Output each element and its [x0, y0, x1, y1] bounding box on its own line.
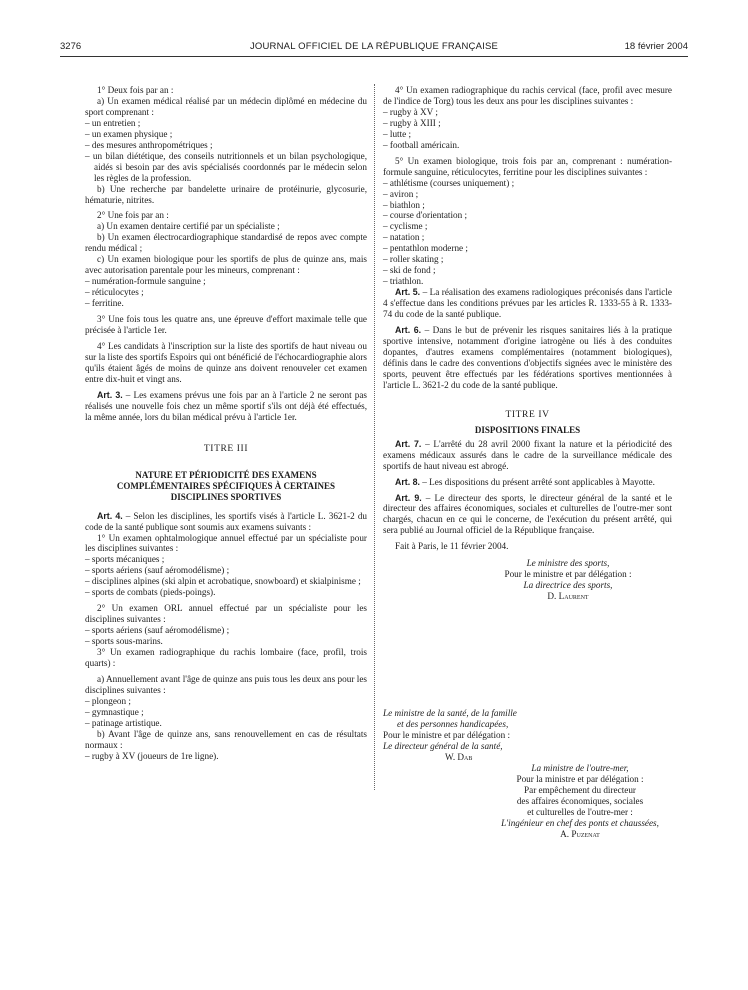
paragraph: b) Une recherche par bandelette urinaire de protéinurie, glycosurie, hématurie, nitrites.: [85, 183, 367, 205]
list-item: – plongeon ;: [85, 695, 131, 706]
article-label: Art. 8.: [395, 476, 420, 487]
paragraph: 5° Un examen biologique, trois fois par an, comprenant : numération-formule sanguine, réticulocytes, ferritine pour les disciplines suivantes :: [383, 155, 672, 177]
paragraph: b) Un examen électrocardiographique standardisé de repos avec compte rendu médical ;: [85, 232, 367, 254]
list-item: – ferritine.: [85, 298, 124, 309]
list-item: – rugby à XIII ;: [383, 117, 441, 128]
list-item: – biathlon ;: [383, 199, 425, 210]
article-text: – Les dispositions du présent arrêté sont applicables à Mayotte.: [419, 476, 655, 487]
paragraph: 4° Un examen radiographique du rachis cervical (face, profil avec mesure de l'indice de Torg) tous les deux ans pour les disciplines suivantes :: [383, 85, 672, 106]
article-text: – Selon les disciplines, les sportifs visés à l'article L. 3621-2 du code de la santé publique sont soumis aux examens suivants :: [85, 510, 368, 532]
list-item: – athlétisme (courses uniquement) ;: [383, 177, 515, 188]
list-item: – patinage artistique.: [85, 717, 162, 728]
list-item: – rugby à XV ;: [383, 106, 438, 117]
delegation-line: Pour la ministre et par délégation :: [516, 773, 644, 784]
signatory-role: Le directeur général de la santé,: [383, 740, 503, 751]
delegation-line: et culturelles de l'outre-mer :: [527, 806, 633, 817]
article-label: Art. 5.: [395, 287, 421, 298]
page-number: 3276: [60, 41, 82, 52]
signature-block-sante: [383, 708, 583, 763]
article-label: Art. 4.: [97, 510, 123, 521]
list-item: – disciplines alpines (ski alpin et acrobatique, snowboard) et skialpinisme ;: [85, 576, 361, 587]
list-item: – numération-formule sanguine ;: [85, 276, 206, 287]
list-item: – sports aériens (sauf aéromodélisme) ;: [85, 625, 230, 636]
signatory-name: W. Dab: [445, 751, 473, 762]
list-item: – course d'orientation ;: [383, 210, 468, 221]
signatory-title: Le ministre des sports,: [526, 558, 610, 569]
signatory-title: Le ministre de la santé, de la famille: [383, 708, 517, 718]
paragraph: 1° Un examen ophtalmologique annuel effectué par un spécialiste pour les disciplines suivantes :: [85, 532, 367, 554]
list-item: – gymnastique ;: [85, 706, 144, 717]
titre-3-heading: NATURE ET PÉRIODICITÉ DES EXAMENS COMPLÉMENTAIRES SPÉCIFIQUES À CERTAINES DISCIPLINES SPORTIVES: [116, 469, 336, 502]
paragraph: 4° Les candidats à l'inscription sur la liste des sportifs de haut niveau ou sur la liste des sportifs Espoirs qui ont bénéficié de l'échocardiographie alors qu'ils étaient âgés de moins de quinze ans doivent renouveler cet examen entre dix-huit et vingt ans.: [85, 340, 367, 384]
article-text: – Les examens prévus une fois par an à l'article 2 ne seront pas réalisés une nouvelle fois chez un même sportif s'ils ont déjà été effectués, la même année, lors du bilan médical prévu à l'article 1er.: [85, 389, 367, 422]
list-item: – triathlon.: [383, 276, 424, 287]
delegation-line: Par empêchement du directeur: [524, 784, 636, 795]
list-item: – lutte ;: [383, 128, 412, 139]
paragraph: 3° Une fois tous les quatre ans, une épreuve d'effort maximale telle que précisée à l'article 1er.: [85, 314, 367, 336]
journal-title: JOURNAL OFFICIEL DE LA RÉPUBLIQUE FRANÇAISE: [249, 41, 499, 52]
signature-block-outremer: [475, 763, 685, 840]
article-text: – Le directeur des sports, le directeur général de la santé et le directeur des affaires économiques, sociales et culturelles de l'outre-mer sont chargés, chacun en ce qui le concerne, de l'exécution du présent arrêté, qui sera publié au Journal officiel de la République française.: [383, 492, 672, 536]
issue-date: 18 février 2004: [624, 41, 688, 52]
list-item: – rugby à XV (joueurs de 1re ligne).: [85, 750, 219, 761]
article-text: – Dans le but de prévenir les risques sanitaires liés à la pratique sportive intensive, notamment d'origine iatrogène ou liés à des conduites dopantes, d'autres examens complémentaires (notamment biologiques), définis dans le cadre des conventions d'objectifs signées avec le ministère des sports, peuvent être effectués par les fédérations sportives mentionnées à l'article L. 3621-2 du code de la santé publique.: [383, 325, 673, 390]
signatory-role: L'ingénieur en chef des ponts et chaussées,: [501, 817, 659, 828]
delegation-line: Pour le ministre et par délégation :: [504, 569, 632, 580]
article-label: Art. 9.: [395, 492, 422, 503]
signatory-name: D. Laurent: [547, 591, 589, 602]
signature-date: Fait à Paris, le 11 février 2004.: [395, 541, 509, 552]
list-item: – des mesures anthropométriques ;: [85, 139, 213, 150]
delegation-line: des affaires économiques, sociales: [516, 795, 644, 806]
article-label: Art. 7.: [395, 438, 422, 449]
titre-4: TITRE IV: [505, 409, 550, 420]
signatory-name: A. Puzenat: [560, 828, 600, 839]
article-7: [383, 439, 672, 472]
signatory-title-cont: et des personnes handicapées,: [397, 718, 509, 729]
article-4: [85, 511, 367, 533]
titre-3: TITRE III: [203, 443, 249, 454]
paragraph: a) Un examen médical réalisé par un médecin diplômé en médecine du sport comprenant :: [85, 95, 367, 117]
article-8: [383, 477, 672, 488]
paragraph: 2° Une fois par an :: [97, 210, 169, 221]
right-column: [383, 85, 672, 602]
list-item: – ski de fond ;: [383, 265, 436, 276]
header-rule: [60, 56, 688, 57]
left-column: [85, 85, 367, 762]
paragraph: a) Annuellement avant l'âge de quinze ans puis tous les deux ans pour les disciplines suivantes :: [85, 673, 367, 695]
signatory-role: La directrice des sports,: [523, 580, 613, 591]
list-item: – un entretien ;: [85, 117, 141, 128]
list-item: – roller skating ;: [383, 254, 444, 265]
list-item: – un bilan diététique, des conseils nutritionnels et un bilan psychologique, aidés si besoin par des avis spécialisés coordonnés par le médecin selon les règles de la profession.: [85, 150, 367, 183]
list-item: – un examen physique ;: [85, 128, 173, 139]
article-label: Art. 3.: [97, 389, 123, 400]
list-item: – natation ;: [383, 232, 425, 243]
signatory-title: La ministre de l'outre-mer,: [531, 763, 629, 773]
delegation-line: Pour le ministre et par délégation :: [383, 729, 511, 740]
article-5: [383, 287, 672, 320]
list-item: – sports sous-marins.: [85, 636, 163, 647]
paragraph: a) Un examen dentaire certifié par un spécialiste ;: [97, 221, 280, 232]
list-item: – football américain.: [383, 139, 460, 150]
paragraph: b) Avant l'âge de quinze ans, sans renouvellement en cas de résultats normaux :: [85, 728, 367, 750]
article-text: – L'arrêté du 28 avril 2000 fixant la nature et la périodicité des examens médicaux assurés dans le cadre de la surveillance médicale des sportifs de haut niveau est abrogé.: [383, 438, 672, 471]
article-text: – La réalisation des examens radiologiques préconisés dans l'article 4 s'effectue dans les conditions prévues par les articles R. 1333-55 à R. 1333-74 du code de la santé publique.: [383, 287, 672, 320]
paragraph: 1° Deux fois par an :: [97, 85, 174, 95]
paragraph: 3° Un examen radiographique du rachis lombaire (face, profil, trois quarts) :: [85, 647, 367, 668]
signature-block-sports: [383, 558, 643, 602]
article-label: Art. 6.: [395, 325, 422, 336]
titre-4-heading: DISPOSITIONS FINALES: [474, 424, 581, 435]
column-divider: [374, 84, 375, 790]
list-item: – aviron ;: [383, 188, 419, 199]
paragraph: 2° Un examen ORL annuel effectué par un spécialiste pour les disciplines suivantes :: [85, 603, 367, 625]
paragraph: c) Un examen biologique pour les sportifs de plus de quinze ans, mais avec autorisation parentale pour les mineurs, comprenant :: [85, 254, 367, 276]
article-3: [85, 390, 367, 423]
page-header: [60, 41, 688, 55]
list-item: – réticulocytes ;: [85, 287, 144, 298]
list-item: – cyclisme ;: [383, 221, 428, 232]
list-item: – pentathlon moderne ;: [383, 243, 468, 254]
article-6: [383, 325, 672, 391]
article-9: [383, 493, 672, 537]
list-item: – sports aériens (sauf aéromodélisme) ;: [85, 565, 230, 576]
list-item: – sports mécaniques ;: [85, 554, 165, 565]
list-item: – sports de combats (pieds-poings).: [85, 587, 216, 598]
